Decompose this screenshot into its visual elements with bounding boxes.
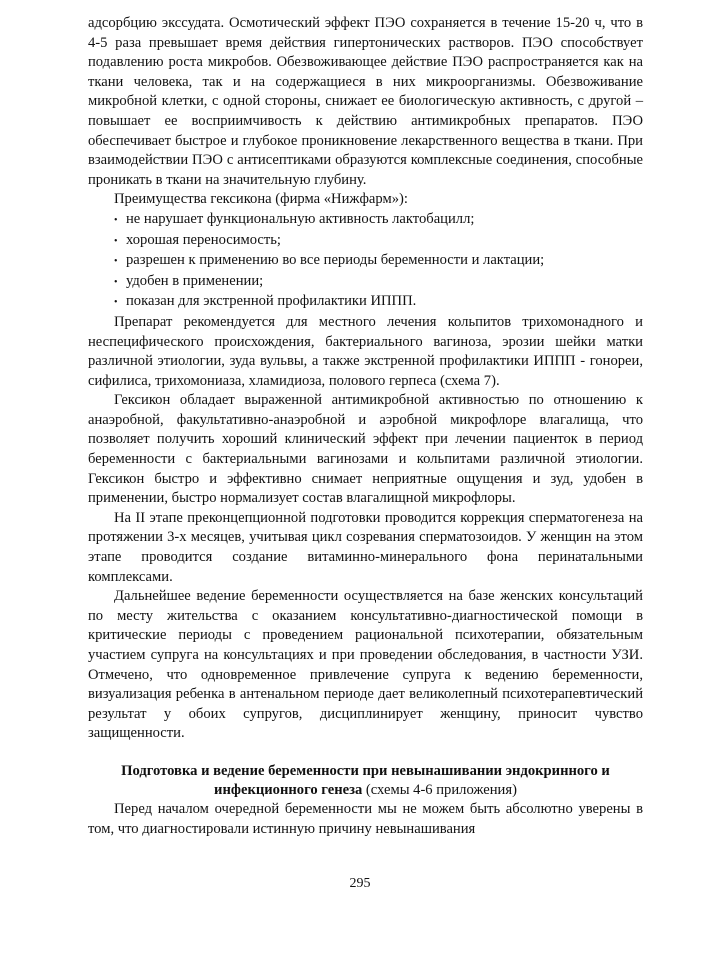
list-item: • удобен в применении;	[114, 272, 643, 293]
document-page	[88, 14, 643, 839]
advantages-title: Преимущества гексикона (фирма «Нижфарм»):	[114, 191, 408, 208]
paragraph-osmotic-effect: адсорбцию экссудата. Осмотический эффект ПЭО сохраняется в течение 15-20 ч, что в 4-5 раза превышает время действия гипертонических растворов. ПЭО способствует подавлению роста микробов. Обезвоживающее действие ПЭО распространяется как на ткани человека, так и на содержащиеся в них микроорганизмы. Обезвоживание микробной клетки, с одной стороны, снижает ее биологическую активность, с другой – повышает ее восприимчивость к действию антимикробных препаратов. ПЭО обеспечивает быстрое и глубокое проникновение лекарственного вещества в ткани. При взаимодействии ПЭО с антисептиками образуются комплексные соединения, способные проникать в ткани на значительную глубину.	[88, 15, 643, 188]
paragraph-stage-two: На II этапе преконцепционной подготовки проводится коррекция сперматогенеза на протяжении 3-х месяцев, учитывая цикл созревания сперматозоидов. У женщин на этом этапе проводится создание витаминно-минерального фона перинатальными комплексами.	[88, 509, 643, 585]
list-item: • показан для экстренной профилактики ИППП.	[114, 292, 643, 313]
paragraph-before-pregnancy: Перед началом очередной беременности мы не можем быть абсолютно уверены в том, что диагностировали истинную причину невынашивания	[88, 800, 643, 837]
paragraph-pregnancy-management: Дальнейшее ведение беременности осуществляется на базе женских консультаций по месту жительства с оказанием консультативно-диагностической помощи в критические периоды с проведением рациональной психотерапии, обязательным участием супруга на консультациях и при проведении обследования, в частности УЗИ. Отмечено, что одновременное привлечение супруга к ведению беременности, визуализация ребенка в антенальном периоде дает великолепный психотерапевтический результат у обоих супругов, дисциплинирует женщину, приносит чувство защищенности.	[88, 588, 643, 742]
paragraph-indications: Препарат рекомендуется для местного лечения кольпитов трихомонадного и неспецифического происхождения, бактериального вагиноза, эрозии шейки матки различной этиологии, зуда вульвы, а также экстренной профилактики ИППП - гонореи, сифилиса, трихомониаза, хламидиоза, полового герпеса (схема 7).	[88, 313, 643, 389]
list-item: • не нарушает функциональную активность лактобацилл;	[114, 210, 643, 231]
advantages-list	[114, 210, 643, 313]
section-heading	[88, 762, 643, 800]
paragraph-antimicrobial: Гексикон обладает выраженной антимикробной активностью по отношению к анаэробной, факультативно-анаэробной и аэробной микрофлоре влагалища, что позволяет получить хороший клинический эффект при лечении пациенток в период беременности с бактериальными вагинозами и кольпитами различной этиологии. Гексикон быстро и эффективно снимает неприятные ощущения и зуд, удобен в применении, быстро нормализует состав влагалищной микрофлоры.	[88, 392, 643, 507]
page-number: 295	[349, 876, 371, 891]
bullet-icon: •	[114, 214, 118, 226]
bullet-icon: •	[114, 235, 118, 247]
section-heading-bold: Подготовка и ведение беременности при невынашивании эндокринного и инфекционного генеза	[121, 762, 610, 798]
bullet-icon: •	[114, 276, 118, 288]
list-item: • разрешен к применению во все периоды беременности и лактации;	[114, 251, 643, 272]
list-item: • хорошая переносимость;	[114, 231, 643, 252]
bullet-icon: •	[114, 297, 118, 309]
section-heading-note: (схемы 4-6 приложения)	[362, 781, 517, 798]
bullet-icon: •	[114, 256, 118, 268]
